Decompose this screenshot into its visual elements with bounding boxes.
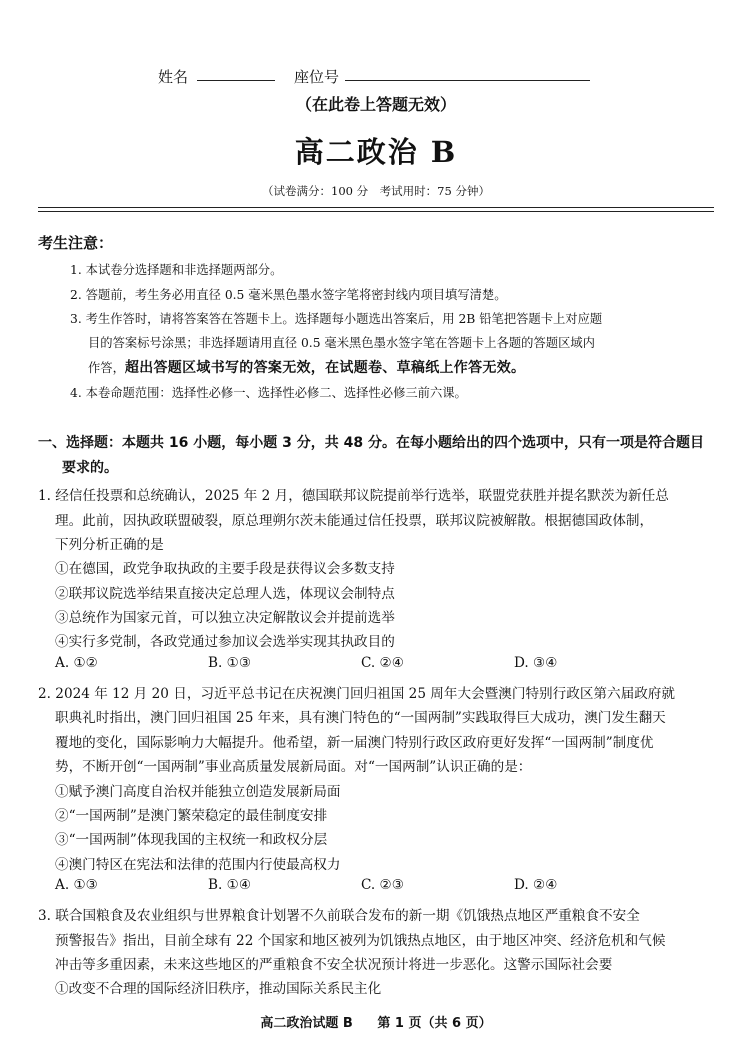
question-2-item: ④澳门特区在宪法和法律的范围内行使最高权力: [55, 857, 341, 873]
question-2-option-a[interactable]: A. ①③: [55, 877, 98, 893]
question-1-text: 下列分析正确的是: [55, 537, 164, 553]
question-2-option-b[interactable]: B. ①④: [208, 877, 252, 893]
footer-page-number: 第 1 页（共 6 页）: [377, 1016, 492, 1031]
question-1-option-a[interactable]: A. ①②: [55, 655, 98, 671]
question-1-option-c[interactable]: C. ②④: [361, 655, 404, 671]
notice-item-prefix: 作答，: [88, 361, 125, 375]
notice-heading: 考生注意：: [38, 234, 114, 252]
notice-item: 1. 本试卷分选择题和非选择题两部分。: [70, 263, 283, 277]
exam-info: （试卷满分：100 分 考试用时：75 分钟）: [262, 184, 490, 198]
page-footer: [0, 1012, 752, 1031]
question-1-item: ②联邦议院选举结果直接决定总理人选，体现议会制特点: [55, 586, 395, 602]
question-2-text: 2. 2024 年 12 月 20 日，习近平总书记在庆祝澳门回归祖国 25 周年大会暨澳门特别行政区第六届政府就: [38, 686, 675, 702]
notice-item: 目的答案标号涂黑；非选择题请用直径 0.5 毫米黑色墨水签字笔在答题卡上各题的答题区域内: [88, 336, 595, 350]
exam-header: [0, 66, 752, 88]
notice-emphasis: 超出答题区域书写的答案无效，在试题卷、草稿纸上作答无效。: [124, 360, 526, 376]
notice-item: 3. 考生作答时，请将答案答在答题卡上。选择题每小题选出答案后，用 2B 铅笔把答题卡上对应题: [70, 312, 603, 326]
question-2-item: ③“一国两制”体现我国的主权统一和政权分层: [55, 832, 328, 848]
question-2-option-c[interactable]: C. ②③: [361, 877, 404, 893]
question-2-item: ②“一国两制”是澳门繁荣稳定的最佳制度安排: [55, 808, 328, 824]
question-1-text: 1. 经信任投票和总统确认，2025 年 2 月，德国联邦议院提前举行选举，联盟党获胜并提名默茨为新任总: [38, 488, 669, 504]
question-2-text: 覆地的变化，国际影响力大幅提升。他希望，新一届澳门特别行政区政府更好发挥“一国两制”制度优: [55, 735, 654, 751]
question-1-option-d[interactable]: D. ③④: [514, 655, 558, 671]
page-title: 高二政治 B: [294, 135, 458, 169]
seat-label: 座位号: [294, 68, 340, 86]
question-1-text: 理。此前，因执政联盟破裂，原总理朔尔茨未能通过信任投票，联邦议院被解散。根据德国政体制，: [55, 513, 654, 529]
question-1-item: ④实行多党制，各政党通过参加议会选举实现其执政目的: [55, 634, 395, 650]
question-2-item: ①赋予澳门高度自治权并能独立创造发展新局面: [55, 784, 341, 800]
question-2-text: 职典礼时指出，澳门回归祖国 25 年来，具有澳门特色的“一国两制”实践取得巨大成功，澳门发生翻天: [55, 710, 666, 726]
notice-item: 2. 答题前，考生务必用直径 0.5 毫米黑色墨水签字笔将密封线内项目填写清楚。: [70, 288, 507, 302]
name-field[interactable]: [197, 66, 275, 81]
question-1-item: ③总统作为国家元首，可以独立决定解散议会并提前选举: [55, 610, 395, 626]
section-heading-cont: 要求的。: [62, 460, 118, 476]
name-label: 姓名: [158, 68, 189, 86]
question-3-text: 预警报告》指出，目前全球有 22 个国家和地区被列为饥饿热点地区，由于地区冲突、经济危机和气候: [55, 933, 666, 949]
question-3-text: 冲击等多重因素，未来这些地区的严重粮食不安全状况预计将进一步恶化。这警示国际社会要: [55, 957, 613, 973]
section-heading: 一、选择题：本题共 16 小题，每小题 3 分，共 48 分。在每小题给出的四个选项中，只有一项是符合题目: [38, 435, 704, 451]
question-2-text: 势，不断开创“一国两制”事业高质量发展新局面。对“一国两制”认识正确的是：: [55, 759, 532, 775]
notice-item: [88, 357, 525, 377]
divider-thin: [38, 211, 714, 212]
notice-item: 4. 本卷命题范围：选择性必修一、选择性必修二、选择性必修三前六课。: [70, 386, 467, 400]
question-3-item: ①改变不合理的国际经济旧秩序，推动国际关系民主化: [55, 981, 382, 997]
footer-subject: 高二政治试题 B: [260, 1016, 353, 1031]
divider-thick: [38, 207, 714, 208]
question-3-text: 3. 联合国粮食及农业组织与世界粮食计划署不久前联合发布的新一期《饥饿热点地区严重粮食不安全: [38, 908, 640, 924]
question-1-item: ①在德国，政党争取执政的主要手段是获得议会多数支持: [55, 561, 395, 577]
question-2-option-d[interactable]: D. ②④: [514, 877, 558, 893]
question-1-option-b[interactable]: B. ①③: [208, 655, 252, 671]
seat-field[interactable]: [345, 66, 590, 81]
invalid-note: （在此卷上答题无效）: [295, 95, 456, 114]
